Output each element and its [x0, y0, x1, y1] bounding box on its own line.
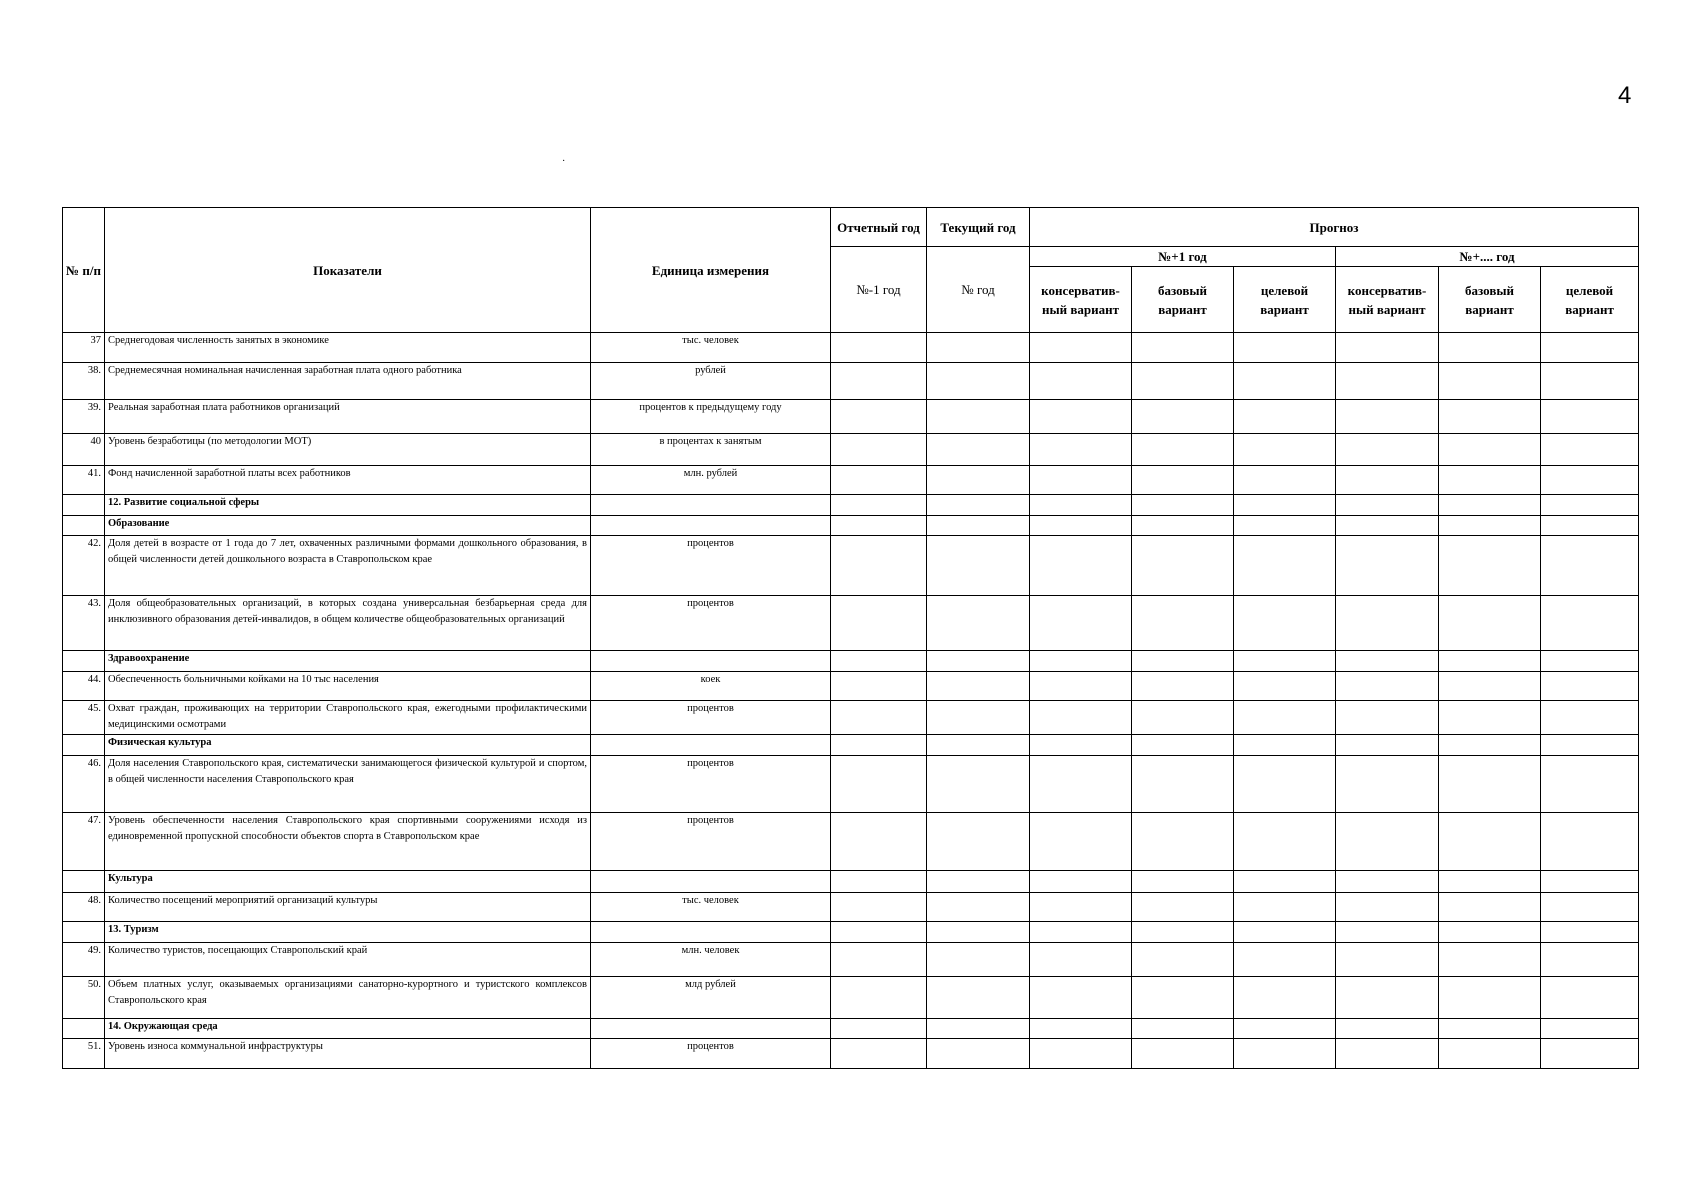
value-cell — [1541, 536, 1639, 596]
header-year-plus-1: №+1 год — [1030, 247, 1336, 267]
section-title: Физическая культура — [105, 735, 591, 756]
row-number: 44. — [63, 672, 105, 701]
header-conservative-n: консерватив-ный вариант — [1336, 267, 1439, 333]
value-cell — [1234, 466, 1336, 495]
value-cell — [1132, 922, 1234, 943]
value-cell — [1439, 871, 1541, 893]
indicator-name: Охват граждан, проживающих на территории Ставропольского края, ежегодными профилактическими медицинскими осмотрами — [105, 701, 591, 735]
value-cell — [1439, 651, 1541, 672]
value-cell — [1439, 495, 1541, 516]
section-row — [63, 1019, 1639, 1039]
indicators-table — [62, 207, 1639, 1069]
value-cell — [1234, 813, 1336, 871]
indicator-name: Обеспеченность больничными койками на 10 тыс населения — [105, 672, 591, 701]
value-cell — [1439, 536, 1541, 596]
indicator-unit: млд рублей — [591, 977, 831, 1019]
row-number: 49. — [63, 943, 105, 977]
value-cell — [1132, 1019, 1234, 1039]
value-cell — [927, 516, 1030, 536]
value-cell — [1030, 813, 1132, 871]
value-cell — [1439, 701, 1541, 735]
value-cell — [831, 813, 927, 871]
value-cell — [927, 466, 1030, 495]
row-number: 45. — [63, 701, 105, 735]
value-cell — [1439, 516, 1541, 536]
value-cell — [1132, 871, 1234, 893]
indicator-unit: процентов — [591, 813, 831, 871]
table-row — [63, 756, 1639, 813]
row-number: 42. — [63, 536, 105, 596]
value-cell — [1336, 536, 1439, 596]
indicator-unit: процентов — [591, 701, 831, 735]
value-cell — [927, 977, 1030, 1019]
table-row — [63, 1039, 1639, 1069]
value-cell — [831, 893, 927, 922]
value-cell — [1030, 922, 1132, 943]
value-cell — [1030, 871, 1132, 893]
value-cell — [1439, 400, 1541, 434]
indicator-unit — [591, 922, 831, 943]
value-cell — [1439, 672, 1541, 701]
value-cell — [1132, 943, 1234, 977]
row-number — [63, 516, 105, 536]
section-title: 13. Туризм — [105, 922, 591, 943]
value-cell — [1336, 893, 1439, 922]
value-cell — [927, 495, 1030, 516]
section-row — [63, 922, 1639, 943]
value-cell — [1541, 651, 1639, 672]
value-cell — [1234, 922, 1336, 943]
row-number — [63, 495, 105, 516]
value-cell — [1132, 701, 1234, 735]
value-cell — [1336, 400, 1439, 434]
table-row — [63, 943, 1639, 977]
value-cell — [831, 536, 927, 596]
indicator-unit: процентов — [591, 1039, 831, 1069]
value-cell — [1234, 735, 1336, 756]
table-row — [63, 333, 1639, 363]
value-cell — [1132, 363, 1234, 400]
section-title: Образование — [105, 516, 591, 536]
value-cell — [927, 943, 1030, 977]
value-cell — [1439, 813, 1541, 871]
value-cell — [1541, 596, 1639, 651]
value-cell — [1234, 943, 1336, 977]
value-cell — [1132, 651, 1234, 672]
value-cell — [1030, 516, 1132, 536]
row-number: 43. — [63, 596, 105, 651]
value-cell — [831, 1019, 927, 1039]
value-cell — [831, 516, 927, 536]
value-cell — [1336, 434, 1439, 466]
value-cell — [831, 434, 927, 466]
value-cell — [1336, 756, 1439, 813]
value-cell — [1132, 672, 1234, 701]
indicator-unit: коек — [591, 672, 831, 701]
table-row — [63, 363, 1639, 400]
table-row — [63, 893, 1639, 922]
value-cell — [1234, 516, 1336, 536]
value-cell — [1541, 466, 1639, 495]
value-cell — [927, 813, 1030, 871]
row-number: 40 — [63, 434, 105, 466]
value-cell — [1234, 1039, 1336, 1069]
row-number: 41. — [63, 466, 105, 495]
value-cell — [1541, 516, 1639, 536]
value-cell — [1541, 922, 1639, 943]
header-target-1: целевой вариант — [1234, 267, 1336, 333]
section-title: Здравоохранение — [105, 651, 591, 672]
value-cell — [1439, 1019, 1541, 1039]
value-cell — [831, 400, 927, 434]
section-title: 12. Развитие социальной сферы — [105, 495, 591, 516]
row-number — [63, 1019, 105, 1039]
value-cell — [1234, 672, 1336, 701]
value-cell — [1030, 735, 1132, 756]
header-indicators: Показатели — [105, 208, 591, 333]
header-base-n: базовый вариант — [1439, 267, 1541, 333]
table-row — [63, 536, 1639, 596]
value-cell — [1336, 701, 1439, 735]
value-cell — [1234, 871, 1336, 893]
value-cell — [1234, 400, 1336, 434]
value-cell — [927, 536, 1030, 596]
value-cell — [1541, 701, 1639, 735]
value-cell — [831, 977, 927, 1019]
indicator-name: Доля общеобразовательных организаций, в которых создана универсальная безбарьерная среда для инклюзивного образования детей-инвалидов, в общем количестве общеобразовательных организаций — [105, 596, 591, 651]
value-cell — [1439, 922, 1541, 943]
indicator-unit — [591, 516, 831, 536]
value-cell — [1030, 495, 1132, 516]
header-forecast: Прогноз — [1030, 208, 1639, 247]
value-cell — [831, 495, 927, 516]
value-cell — [1030, 893, 1132, 922]
header-unit: Единица измерения — [591, 208, 831, 333]
value-cell — [1336, 651, 1439, 672]
table-row — [63, 596, 1639, 651]
row-number — [63, 735, 105, 756]
row-number: 37 — [63, 333, 105, 363]
value-cell — [1234, 333, 1336, 363]
indicator-unit: тыс. человек — [591, 893, 831, 922]
value-cell — [1030, 701, 1132, 735]
value-cell — [1336, 363, 1439, 400]
row-number — [63, 651, 105, 672]
value-cell — [831, 756, 927, 813]
value-cell — [831, 735, 927, 756]
table-header — [63, 208, 1639, 333]
row-number: 38. — [63, 363, 105, 400]
indicator-name: Среднегодовая численность занятых в экономике — [105, 333, 591, 363]
value-cell — [1439, 977, 1541, 1019]
value-cell — [1030, 400, 1132, 434]
header-conservative-1: консерватив-ный вариант — [1030, 267, 1132, 333]
value-cell — [927, 434, 1030, 466]
value-cell — [927, 672, 1030, 701]
value-cell — [1541, 893, 1639, 922]
indicator-name: Доля детей в возрасте от 1 года до 7 лет, охваченных различными формами дошкольного образования, в общей численности детей дошкольного возраста в Ставропольском крае — [105, 536, 591, 596]
value-cell — [1132, 495, 1234, 516]
value-cell — [1336, 1019, 1439, 1039]
value-cell — [831, 922, 927, 943]
value-cell — [1541, 871, 1639, 893]
value-cell — [1336, 495, 1439, 516]
value-cell — [1541, 434, 1639, 466]
value-cell — [1132, 596, 1234, 651]
value-cell — [831, 466, 927, 495]
section-title: Культура — [105, 871, 591, 893]
value-cell — [927, 1039, 1030, 1069]
value-cell — [1234, 893, 1336, 922]
value-cell — [1030, 977, 1132, 1019]
row-number: 46. — [63, 756, 105, 813]
value-cell — [1234, 701, 1336, 735]
value-cell — [1439, 434, 1541, 466]
value-cell — [1541, 1039, 1639, 1069]
value-cell — [831, 363, 927, 400]
indicator-unit — [591, 871, 831, 893]
value-cell — [1030, 536, 1132, 596]
value-cell — [1541, 943, 1639, 977]
value-cell — [831, 1039, 927, 1069]
header-report-year-sub: №-1 год — [831, 247, 927, 333]
header-base-1: базовый вариант — [1132, 267, 1234, 333]
value-cell — [1030, 1019, 1132, 1039]
value-cell — [1234, 363, 1336, 400]
table-row — [63, 813, 1639, 871]
value-cell — [1336, 516, 1439, 536]
indicator-unit: процентов — [591, 596, 831, 651]
table-row — [63, 672, 1639, 701]
value-cell — [927, 1019, 1030, 1039]
header-current-year-sub: № год — [927, 247, 1030, 333]
table-row — [63, 701, 1639, 735]
value-cell — [1030, 434, 1132, 466]
table-body — [63, 333, 1639, 1069]
indicator-name: Уровень безработицы (по методологии МОТ) — [105, 434, 591, 466]
value-cell — [1132, 333, 1234, 363]
value-cell — [1439, 735, 1541, 756]
value-cell — [1234, 756, 1336, 813]
row-number — [63, 922, 105, 943]
value-cell — [1439, 596, 1541, 651]
value-cell — [1541, 400, 1639, 434]
value-cell — [1439, 756, 1541, 813]
row-number: 50. — [63, 977, 105, 1019]
value-cell — [927, 363, 1030, 400]
value-cell — [1132, 756, 1234, 813]
value-cell — [1030, 1039, 1132, 1069]
value-cell — [1030, 596, 1132, 651]
value-cell — [1439, 363, 1541, 400]
value-cell — [1234, 434, 1336, 466]
value-cell — [831, 943, 927, 977]
indicator-name: Фонд начисленной заработной платы всех работников — [105, 466, 591, 495]
indicator-unit: тыс. человек — [591, 333, 831, 363]
value-cell — [1030, 333, 1132, 363]
indicator-unit: рублей — [591, 363, 831, 400]
indicator-name: Реальная заработная плата работников организаций — [105, 400, 591, 434]
value-cell — [1234, 596, 1336, 651]
value-cell — [927, 333, 1030, 363]
value-cell — [1336, 735, 1439, 756]
value-cell — [927, 922, 1030, 943]
scan-artifact-dot: · — [562, 156, 566, 167]
indicator-name: Количество посещений мероприятий организаций культуры — [105, 893, 591, 922]
value-cell — [1336, 977, 1439, 1019]
table-row — [63, 977, 1639, 1019]
indicator-name: Среднемесячная номинальная начисленная заработная плата одного работника — [105, 363, 591, 400]
value-cell — [927, 735, 1030, 756]
indicator-unit — [591, 495, 831, 516]
value-cell — [831, 596, 927, 651]
value-cell — [1336, 466, 1439, 495]
value-cell — [1541, 813, 1639, 871]
value-cell — [1132, 536, 1234, 596]
value-cell — [1132, 735, 1234, 756]
value-cell — [1030, 363, 1132, 400]
value-cell — [1336, 813, 1439, 871]
header-report-year: Отчетный год — [831, 208, 927, 247]
indicator-name: Уровень обеспеченности населения Ставропольского края спортивными сооружениями исходя из единовременной пропускной способности объектов спорта в Ставропольском крае — [105, 813, 591, 871]
value-cell — [1132, 977, 1234, 1019]
indicator-unit: процентов — [591, 756, 831, 813]
value-cell — [1030, 651, 1132, 672]
value-cell — [1336, 943, 1439, 977]
value-cell — [1132, 400, 1234, 434]
value-cell — [1541, 1019, 1639, 1039]
value-cell — [1541, 333, 1639, 363]
indicator-unit — [591, 651, 831, 672]
section-row — [63, 516, 1639, 536]
value-cell — [1132, 1039, 1234, 1069]
value-cell — [831, 871, 927, 893]
indicator-unit — [591, 735, 831, 756]
value-cell — [1132, 466, 1234, 495]
value-cell — [831, 333, 927, 363]
value-cell — [831, 672, 927, 701]
value-cell — [1234, 1019, 1336, 1039]
value-cell — [1234, 536, 1336, 596]
indicator-name: Объем платных услуг, оказываемых организациями санаторно-курортного и туристского комплексов Ставропольского края — [105, 977, 591, 1019]
value-cell — [1336, 1039, 1439, 1069]
header-target-n: целевой вариант — [1541, 267, 1639, 333]
value-cell — [927, 701, 1030, 735]
value-cell — [927, 596, 1030, 651]
value-cell — [927, 893, 1030, 922]
value-cell — [831, 651, 927, 672]
value-cell — [927, 651, 1030, 672]
table-row — [63, 434, 1639, 466]
value-cell — [1541, 672, 1639, 701]
page-number: 4 — [1618, 82, 1632, 109]
row-number — [63, 871, 105, 893]
indicator-unit: млн. рублей — [591, 466, 831, 495]
indicator-unit: млн. человек — [591, 943, 831, 977]
value-cell — [1541, 363, 1639, 400]
row-number: 39. — [63, 400, 105, 434]
header-num: № п/п — [63, 208, 105, 333]
value-cell — [1439, 333, 1541, 363]
value-cell — [1439, 1039, 1541, 1069]
row-number: 48. — [63, 893, 105, 922]
indicator-unit: процентов — [591, 536, 831, 596]
value-cell — [1439, 943, 1541, 977]
value-cell — [1030, 466, 1132, 495]
value-cell — [1439, 893, 1541, 922]
section-row — [63, 735, 1639, 756]
value-cell — [1234, 977, 1336, 1019]
value-cell — [1030, 756, 1132, 813]
value-cell — [1336, 596, 1439, 651]
indicator-name: Уровень износа коммунальной инфраструктуры — [105, 1039, 591, 1069]
value-cell — [831, 701, 927, 735]
value-cell — [1336, 922, 1439, 943]
table-row — [63, 400, 1639, 434]
value-cell — [1132, 516, 1234, 536]
indicator-unit — [591, 1019, 831, 1039]
value-cell — [927, 756, 1030, 813]
value-cell — [1234, 651, 1336, 672]
indicator-name: Количество туристов, посещающих Ставропольский край — [105, 943, 591, 977]
section-row — [63, 495, 1639, 516]
value-cell — [1541, 735, 1639, 756]
value-cell — [1132, 813, 1234, 871]
value-cell — [1336, 871, 1439, 893]
indicator-name: Доля населения Ставропольского края, систематически занимающегося физической культурой и спортом, в общей численности населения Ставропольского края — [105, 756, 591, 813]
value-cell — [927, 871, 1030, 893]
value-cell — [1132, 893, 1234, 922]
value-cell — [1439, 466, 1541, 495]
value-cell — [1030, 943, 1132, 977]
section-title: 14. Окружающая среда — [105, 1019, 591, 1039]
header-current-year: Текущий год — [927, 208, 1030, 247]
row-number: 47. — [63, 813, 105, 871]
table-row — [63, 466, 1639, 495]
value-cell — [1541, 495, 1639, 516]
value-cell — [927, 400, 1030, 434]
indicator-unit: в процентах к занятым — [591, 434, 831, 466]
row-number: 51. — [63, 1039, 105, 1069]
value-cell — [1234, 495, 1336, 516]
section-row — [63, 871, 1639, 893]
header-year-plus-n: №+.... год — [1336, 247, 1639, 267]
value-cell — [1336, 333, 1439, 363]
value-cell — [1336, 672, 1439, 701]
value-cell — [1541, 977, 1639, 1019]
value-cell — [1541, 756, 1639, 813]
section-row — [63, 651, 1639, 672]
indicator-unit: процентов к предыдущему году — [591, 400, 831, 434]
value-cell — [1132, 434, 1234, 466]
value-cell — [1030, 672, 1132, 701]
